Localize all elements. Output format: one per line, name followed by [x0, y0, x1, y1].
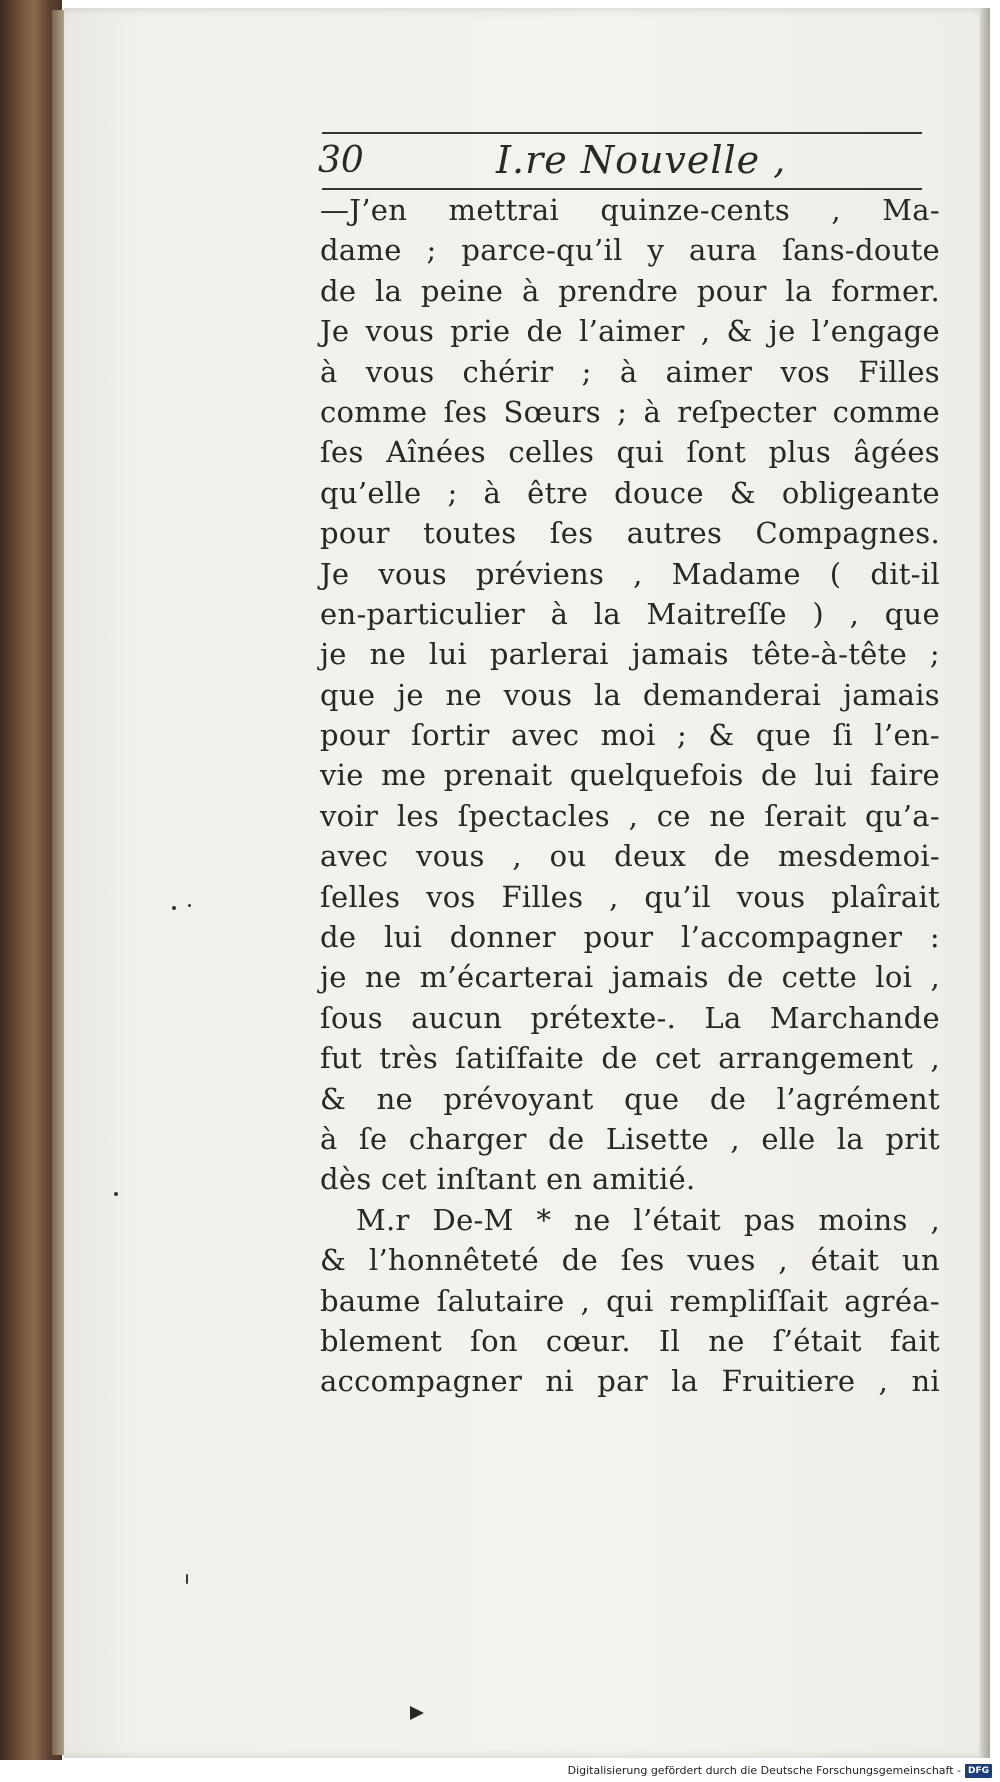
- text-line: —J’en mettrai quinze-cents , Ma-: [320, 193, 940, 227]
- text-line: dès cet inſtant en amitié.: [320, 1162, 696, 1197]
- text-line: à vous chérir ; à aimer vos Filles: [320, 354, 940, 389]
- header-rule-top: [322, 132, 922, 134]
- text-line: avec vous , ou deux de mesdemoi-: [320, 839, 940, 874]
- credit-text: Digitalisierung gefördert durch die Deutsche Forschungsgemeinschaft -: [567, 1764, 961, 1777]
- text-line: dame ; parce-qu’il y aura ſans-doute: [320, 233, 940, 268]
- ink-speck: [188, 904, 191, 907]
- text-line: comme ſes Sœurs ; à reſpecter comme: [320, 394, 940, 429]
- text-line: ſes Aînées celles qui ſont plus âgées: [320, 435, 940, 470]
- text-line: blement ſon cœur. Il ne ſ’était fait: [320, 1323, 940, 1358]
- digitization-credit: [568, 1762, 992, 1780]
- text-line: Je vous préviens , Madame ( dit-il: [320, 556, 940, 591]
- text-line: qu’elle ; à être douce & obligeante: [320, 475, 940, 510]
- text-line: & l’honnêteté de ſes vues , était un: [320, 1243, 940, 1278]
- catchword-arrow-icon: [410, 1706, 424, 1720]
- ink-speck: [114, 1192, 118, 1196]
- text-line: vie me prenait quelquefois de lui faire: [320, 758, 940, 793]
- text-line: je ne lui parlerai jamais tête-à-tête ;: [320, 637, 940, 672]
- text-line: accompagner ni par la Fruitiere , ni: [320, 1364, 940, 1399]
- ink-speck: [186, 1574, 188, 1584]
- page-number: 30: [318, 140, 364, 181]
- text-line: Je vous prie de l’aimer , & je l’engage: [320, 314, 940, 349]
- text-line: que je ne vous la demanderai jamais: [320, 677, 940, 712]
- text-line: fut très ſatiſfaite de cet arrangement ,: [320, 1041, 940, 1076]
- text-line: pour ſortir avec moi ; & que ſi l’en-: [320, 718, 940, 753]
- text-line: à ſe charger de Lisette , elle la prit: [320, 1121, 940, 1156]
- text-line: ſous aucun prétexte-. La Marchande: [320, 1000, 940, 1035]
- dfg-logo: DFG: [965, 1764, 992, 1778]
- text-line: baume ſalutaire , qui rempliſſait agréa-: [320, 1283, 940, 1318]
- ink-speck: [172, 906, 176, 910]
- text-line: de lui donner pour l’accompagner :: [320, 920, 940, 955]
- text-line: pour toutes ſes autres Compagnes.: [320, 516, 940, 551]
- text-line: M.r De-M * ne l’était pas moins ,: [356, 1202, 940, 1237]
- page-right-edge: [980, 8, 990, 1758]
- body-text: [320, 190, 940, 1402]
- text-line: je ne m’écarterai jamais de cette loi ,: [320, 960, 940, 995]
- running-head-title: I.re Nouvelle ,: [496, 138, 787, 182]
- text-line: en-particulier à la Maitreſſe ) , que: [320, 596, 940, 631]
- text-line: voir les ſpectacles , ce ne ſerait qu’a-: [320, 798, 940, 833]
- text-line: & ne prévoyant que de l’agrément: [320, 1081, 940, 1116]
- running-head: [318, 138, 928, 186]
- text-line: ſelles vos Filles , qu’il vous plaîrait: [320, 879, 940, 914]
- text-line: de la peine à prendre pour la former.: [320, 273, 940, 308]
